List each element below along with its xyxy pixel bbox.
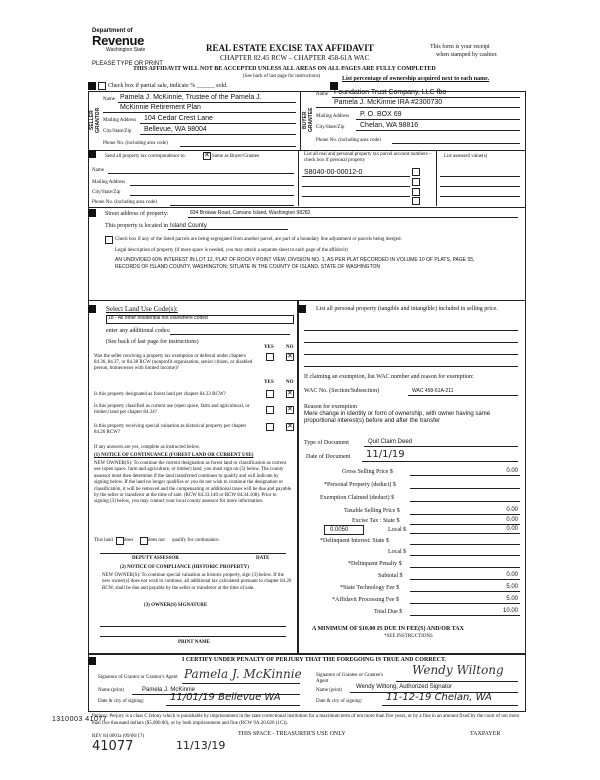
street-address: 834 Brokaw Road, Camano Island, Washington 98282 <box>190 210 311 216</box>
treasurer-use: THIS SPACE - TREASURER'S USE ONLY <box>238 731 346 737</box>
grantor-signature: Pamela J. McKinnie <box>184 667 302 681</box>
buyer-name-2: Pamela J. McKinnie IRA #2300730 <box>334 99 443 106</box>
seller-city: Bellevue, WA 98004 <box>144 126 207 133</box>
grantor-date-city: 11/01/19 Bellevue WA <box>170 692 281 703</box>
reason-text: Mere change in identity or form of ownership, with owner having same proportional interest(s) before and after the transfer <box>304 411 491 424</box>
corr-phone-label: Phone No. (including area code) <box>92 200 157 205</box>
form-title: REAL ESTATE EXCISE TAX AFFIDAVIT <box>206 43 374 53</box>
enter-additional-label: enter any additional codes: <box>106 328 171 334</box>
see-instructions-note: *SEE INSTRUCTIONS <box>384 634 433 639</box>
seller-mailing-label: Mailing Address <box>103 118 137 123</box>
exemption-claimed-label: Exemption Claimed (deduct) $ <box>320 495 395 501</box>
subtotal-value: 0.00 <box>506 572 518 578</box>
agency-state: Washington State <box>106 47 146 53</box>
exemption-question: Was the seller receiving a property tax exemption or deferral under chapters 84.36, 84.37, or 84.38 RCW (nonprofit organization, senior citizen, or disabled person, homeowner with limited income)? <box>94 354 253 371</box>
penalty-label: *Delinquent Penalty $ <box>348 561 402 567</box>
partial-sale-checkbox[interactable] <box>98 82 106 90</box>
wac-label: WAC No. (Section/Subsection) <box>304 388 380 394</box>
grantor-name-label: Name (print) <box>98 688 124 693</box>
parcel-number-1: S8040-00-00012-0 <box>304 169 363 176</box>
seller-city-label: City/State/Zip <box>103 129 132 134</box>
section-1-tag <box>88 82 96 90</box>
receipt-note-1: This form is your receipt <box>430 44 490 50</box>
personal-property-checkbox-4[interactable] <box>412 197 420 205</box>
buyer-name-label: Name <box>316 92 328 97</box>
taxpayer-label: TAXPAYER <box>470 731 501 737</box>
does-label: does <box>124 538 134 543</box>
doc-type-label: Type of Document <box>304 440 349 446</box>
affidavit-fee-value: 5.00 <box>506 596 518 602</box>
section-3-tag <box>88 150 96 158</box>
historic-question: Is this property receiving special valuation as historical property per chapter 84.26 RCW? <box>94 424 247 435</box>
seller-name-2: McKinnie Retirement Plan <box>120 104 201 111</box>
corr-name-label: Name <box>92 168 104 173</box>
does-not-checkbox[interactable] <box>140 537 148 545</box>
exemption-no-checkbox[interactable] <box>286 353 294 361</box>
personal-property-checkbox-3[interactable] <box>412 188 420 196</box>
buyer-mailing-label: Mailing Address <box>316 114 350 119</box>
corr-mailing-label: Mailing Address <box>92 180 126 185</box>
stamp-number: 1310003 41077 <box>52 716 108 723</box>
personal-property-checkbox-2[interactable] <box>412 178 420 186</box>
grantor-name: Pamela J. McKinnie <box>142 687 196 693</box>
reason-label: Reason for exemption <box>304 404 357 410</box>
grantee-sig-label: Signature of Grantee or Grantee's Agent <box>316 673 383 684</box>
land-use-see-back: (See back of last page for instructions) <box>106 339 199 345</box>
print-name-label: PRINT NAME <box>178 640 210 645</box>
notice-3-title: (3) OWNER(S) SIGNATURE <box>144 603 208 608</box>
section-6-tag <box>298 305 306 313</box>
historic-no-checkbox[interactable] <box>286 423 294 431</box>
parcel-header: List all real and personal property tax parcel account numbers – check box if personal property <box>304 152 432 163</box>
tech-fee-value: 5.00 <box>506 584 518 590</box>
does-not-label: does not <box>148 538 165 543</box>
local-label: Local $ <box>388 527 407 533</box>
buyer-name-1: Foundation Trust Company, LLC fbo <box>334 89 447 96</box>
minimum-note: A MINIMUM OF $10.00 IS DUE IN FEE(S) AND/OR TAX <box>312 626 464 632</box>
segregated-checkbox[interactable] <box>105 236 113 244</box>
seller-side-label: SELLER GRANTOR <box>89 107 101 133</box>
grantor-sig-label: Signature of Grantor or Grantor's Agent <box>98 675 178 680</box>
excise-state-value: 0.00 <box>506 517 518 523</box>
affidavit-fee-label: *Affidavit Processing Fee $ <box>332 597 400 603</box>
buyer-side-label: BUYER GRANTEE <box>302 107 314 133</box>
grantee-signature: Wendy Wiltong <box>412 663 504 677</box>
if-yes-instructions: If any answers are yes, complete as instructed below. <box>94 445 201 450</box>
form-warning: THIS AFFIDAVIT WILL NOT BE ACCEPTED UNLESS ALL AREAS ON ALL PAGES ARE FULLY COMPLETED <box>133 66 436 72</box>
yes-header-2: YES <box>264 380 274 385</box>
legal-label: Legal description of property (if more space is needed, you may attach a separate sheet to each page of the affidavit) <box>115 248 348 253</box>
grantee-date-label: Date & city of signing: <box>316 699 363 704</box>
section-7-tag <box>88 657 96 665</box>
form-chapters: CHAPTER 82.45 RCW – CHAPTER 458-61A WAC <box>220 54 370 62</box>
interest-local-label: Local $ <box>388 549 407 555</box>
receipt-note-2: when stamped by cashier. <box>436 52 498 58</box>
send-correspondence-label: Send all property tax correspondence to: <box>105 154 186 159</box>
seller-name-label: Name <box>103 97 115 102</box>
taxable-value: 0.00 <box>506 507 518 513</box>
total-due-label: Total Due $ <box>374 609 403 615</box>
street-label: Street address of property: <box>105 211 169 217</box>
form-revision: REV 84 0001a (09/06/17) <box>92 734 144 739</box>
property-block <box>88 207 526 301</box>
no-header-2: NO <box>286 380 294 385</box>
agency-name: Revenue <box>92 33 145 48</box>
agency-dept: Department of <box>92 28 133 34</box>
same-as-buyer-label: Same as Buyer/Grantee <box>212 154 260 159</box>
tech-fee-label: *State Technology Fee $ <box>340 585 400 591</box>
personal-property-label: List all personal property (tangible and intangible) included in selling price. <box>316 306 498 312</box>
buyer-phone-label: Phone No. (including area code) <box>316 138 381 143</box>
current-use-question: Is this property classified as current use (open space, farm and agricultural, or timber) land per chapter 84.34? <box>94 404 250 415</box>
legal-description: AN UNDIVIDED 60% INTEREST IN LOT 12, PLAT OF ROCKY POINT VIEW, DIVISION NO. 1, AS PER PLAT RECORDED IN VOLUME 10 OF PLATS, PAGE 55, RECORDS OF ISLAND COUNTY, WASHINGTON; SITUATE IN THE COUNTY OF ISLAND, STATE OF WASHINGTON <box>115 257 475 270</box>
personal-prop-label: *Personal Property (deduct) $ <box>324 482 396 488</box>
total-due-value: 10.00 <box>502 608 518 614</box>
grantee-name-label: Name (print) <box>316 688 342 693</box>
notice-2-text: NEW OWNER(S): To continue special valuation as historic property, sign (3) below. If the new owner(s) does not wish to continue, all additional tax calculated pursuant to chapter 84.26 RCW, shall be due and payable by the seller or transferor at the time of sale. <box>102 573 292 591</box>
corr-city-label: City/State/Zip <box>92 190 121 195</box>
doc-date: 11/1/19 <box>366 449 405 460</box>
certify-statement: I CERTIFY UNDER PENALTY OF PERJURY THAT THE FOREGOING IS TRUE AND CORRECT. <box>182 657 447 663</box>
ownership-note: List percentage of ownership acquired next to each name. <box>342 76 490 82</box>
excise-state-label: Excise Tax : State $ <box>352 518 400 524</box>
personal-property-checkbox-1[interactable] <box>412 168 420 176</box>
this-land-label: This land <box>94 538 113 543</box>
interest-state-label: *Delinquent Interest: State $ <box>320 538 389 544</box>
forest-no-checkbox[interactable] <box>286 390 294 398</box>
seller-name-1: Pamela J. McKinnie, Trustee of the Pamela J. <box>120 94 262 101</box>
does-checkbox[interactable] <box>116 537 124 545</box>
local-value: 0.00 <box>506 526 518 532</box>
handwritten-number: 41077 <box>92 739 134 754</box>
handwritten-date: 11/13/19 <box>176 739 226 752</box>
forest-yes-checkbox[interactable] <box>266 390 274 398</box>
located-label: This property is located in <box>105 223 168 229</box>
yes-header-1: YES <box>264 345 274 350</box>
grantee-date-city: 11-12-19 Chelan, WA <box>386 692 492 703</box>
grantee-name: Wendy Wiltong, Authorized Signator <box>356 684 452 690</box>
see-back-note: (See back of last page for instructions) <box>243 74 321 79</box>
gross-label: Gross Selling Price $ <box>342 469 393 475</box>
current-use-yes-checkbox[interactable] <box>266 406 274 414</box>
segregated-label: Check box if any of the listed parcels are being segregated from another parcel, are part of a boundary line adjustment or parcels being merged. <box>115 237 402 242</box>
doc-date-label: Date of Document <box>306 454 351 460</box>
notice-1-text: NEW OWNER(S): To continue the current designation as forest land or classification as current use (open space, farm and agriculture, or timber) land, you must sign on (3) below. The county assessor must then determine if the land transferred continues to qualify and will indicate by signing below. If the land no longer qualifies or you do not wish to continue the designation or classification, it will be removed and the compensating or additional taxes will be due and payable by the seller or transferor at the time of sale. (RCW 84.33.140 or RCW 84.34.108). Prior to signing (3) below, you may contact your local county assessor for more information. <box>94 461 292 505</box>
exemption-yes-checkbox[interactable] <box>266 353 274 361</box>
deputy-assessor-label: DEPUTY ASSESSOR <box>132 556 179 561</box>
doc-type: Quit Claim Deed <box>368 439 413 445</box>
local-rate: 0.0050 <box>330 527 349 533</box>
current-use-no-checkbox[interactable] <box>286 406 294 414</box>
exemption-claim-label: If claiming an exemption, list WAC number and reason for exemption: <box>304 374 474 380</box>
party-divider <box>300 91 301 150</box>
qualify-label: qualify for continuance. <box>172 538 220 543</box>
section-4-tag <box>88 209 96 217</box>
seller-phone-label: Phone No. (including area code) <box>103 141 168 146</box>
print-note: PLEASE TYPE OR PRINT <box>92 61 163 67</box>
historic-yes-checkbox[interactable] <box>266 423 274 431</box>
taxable-label: Taxable Selling Price $ <box>344 508 400 514</box>
county: Island County <box>170 223 207 229</box>
notice-1-title: (1) NOTICE OF CONTINUANCE (FOREST LAND OR CURRENT USE) <box>94 453 254 458</box>
gross-value: 0.00 <box>506 468 518 474</box>
partial-sale-label: Check box if partial sale, indicate % ______ sold. <box>108 83 228 89</box>
seller-mailing: 104 Cedar Crest Lane <box>144 115 213 122</box>
wac-number: WAC 458-61A-211 <box>412 388 454 394</box>
buyer-city-label: City/State/Zip <box>316 125 345 130</box>
forest-question: Is this property designated as forest land per chapter 84.33 RCW? <box>94 392 226 397</box>
section-5-tag <box>88 305 96 313</box>
buyer-city: Chelan, WA 98816 <box>360 122 419 129</box>
assessed-header: List assessed value(s) <box>444 154 488 159</box>
subtotal-label: Subtotal $ <box>378 573 403 579</box>
deputy-date-label: DATE <box>256 556 270 561</box>
no-header-1: NO <box>286 345 294 350</box>
grantor-date-label: Date & city of signing: <box>98 699 145 704</box>
land-use-code: 18 - All other residential not elsewhere coded <box>108 315 208 321</box>
perjury-notice: Perjury: Perjury is a class C felony which is punishable by imprisonment in the state correctional institution for a maximum term of not more than five years, or by a fine in an amount fixed by the court of not more than five thousand dollars ($5,000.00), or by both imprisonment and fine (RCW 9A.20.020 (1C)). <box>92 714 520 726</box>
buyer-mailing: P. O. BOX 69 <box>360 111 402 118</box>
notice-2-title: (2) NOTICE OF COMPLIANCE (HISTORIC PROPERTY) <box>120 565 249 570</box>
land-use-select-label: Select Land Use Code(s): <box>106 305 178 313</box>
agency-logo <box>92 28 162 56</box>
same-as-buyer-checkbox[interactable] <box>203 152 211 160</box>
